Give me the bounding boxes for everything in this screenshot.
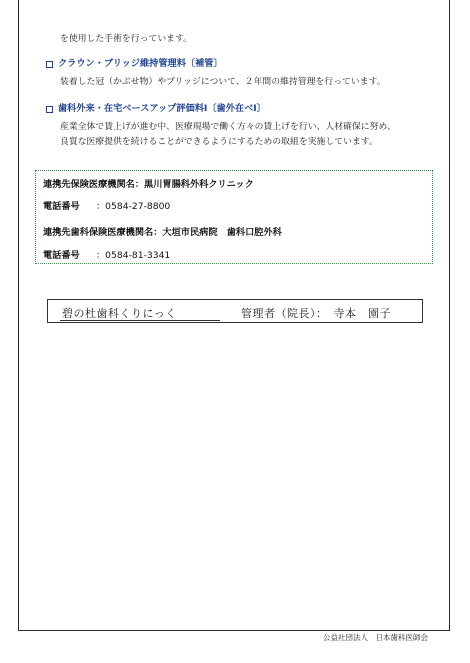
clinic-manager: 管理者（院長）： 寺本 園子: [241, 307, 391, 320]
partner2-phone: ：0584-81-3341: [96, 250, 171, 261]
item-text-line: 装着した冠（かぶせ物）やブリッジについて、２年間の維持管理を行っています。: [60, 77, 386, 87]
clinic-name-underline: [60, 320, 220, 321]
clinic-name: 碧の杜歯科くりにっく: [62, 307, 177, 320]
contact-box: [35, 170, 433, 264]
checkbox-icon: [46, 61, 53, 68]
item-heading: クラウン・ブリッジ維持管理料〔補管〕: [58, 58, 223, 69]
partner1-phone-label: 電話番号: [43, 201, 80, 212]
clinic-signature-box: [47, 299, 423, 323]
item-text-line: 産業全体で賃上げが進む中、医療現場で働く方々の賃上げを行い、人材確保に努め、: [60, 122, 396, 132]
partner2-name: 連携先歯科保険医療機関名：大垣市民病院 歯科口腔外科: [43, 227, 282, 238]
partner2-phone-label: 電話番号: [43, 250, 80, 261]
checkbox-icon: [46, 106, 53, 113]
partner1-phone: ：0584-27-8800: [96, 201, 171, 212]
item-text-line: 良質な医療提供を続けることができるようにするための取組を実施しています。: [60, 137, 378, 147]
item-heading: 歯科外来・在宅ベースアップ評価料Ⅰ〔歯外在ベⅠ〕: [58, 103, 266, 114]
footer-org: 公益社団法人 日本歯科医師会: [323, 633, 428, 642]
continued-text: を使用した手術を行っています。: [60, 34, 192, 44]
partner1-name: 連携先保険医療機関名：黒川胃腸科外科クリニック: [43, 179, 254, 190]
